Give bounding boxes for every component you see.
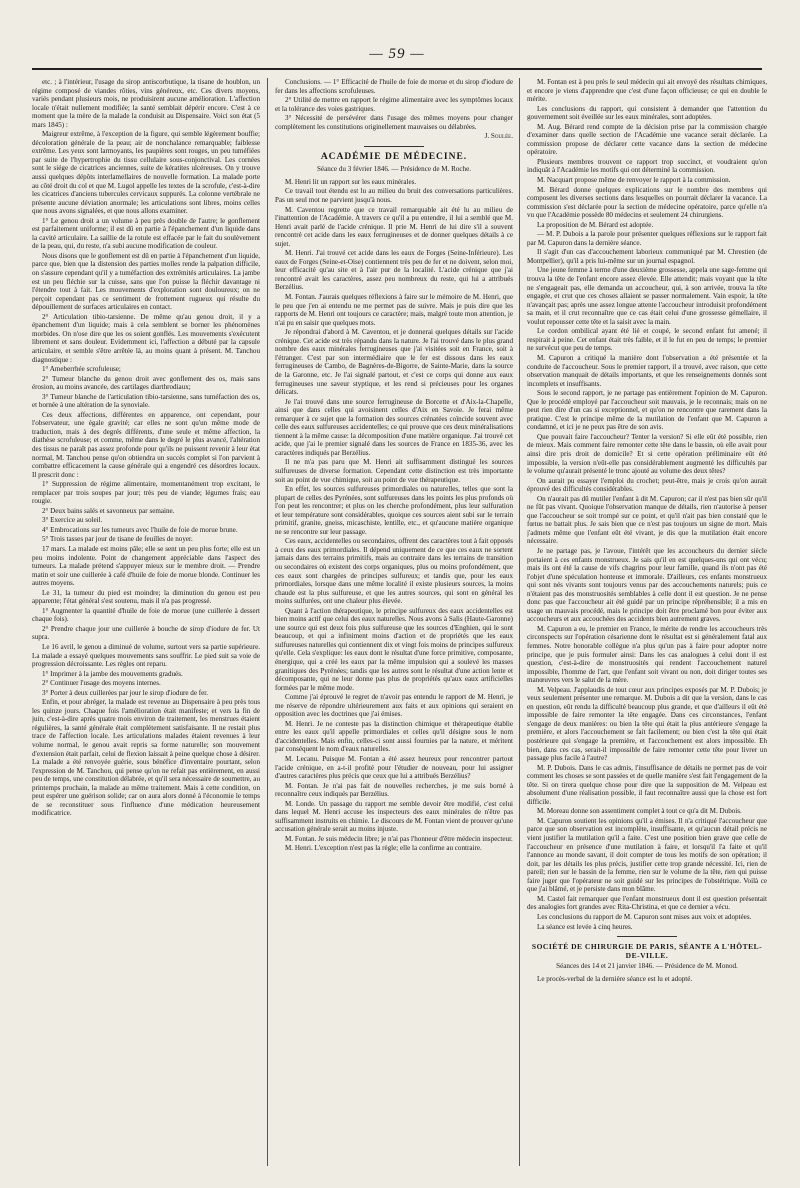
conclusions-block xyxy=(275,78,513,131)
paragraph: Il ne m'a pas paru que M. Henri ait suffisamment distingué les sources sulfureuses de diverse formation. Cependant cette distinction est très importante soit au point de vue chimique, soit au point de vue thérapeutique. xyxy=(275,458,513,484)
paragraph: M. Capuron a eu, le premier en France, le mérite de rendre les accoucheurs très circonspects sur l'opération césarienne dont le résultat est si généralement fatal aux femmes. Notre honorable collègue n'a plus qu'un pas à faire pour adopter notre principe, que je puis formuler ainsi: Dans les cas analogues à celui dont il est question, c'est-à-dire de monstruosités qui rendent l'accouchement naturel impossible, l'homme de l'art, que l'enfant soit vivant ou non, doit diriger toutes ses manœuvres vers le salut de la mère. xyxy=(527,624,767,685)
paragraph: 1° Imprimer à la jambe des mouvements gradués. xyxy=(42,669,183,678)
paragraph: M. Fontan. J'aurais quelques réflexions à faire sur le mémoire de M. Henri, que le peu que j'en ai entendu ne me permet pas de suivre. Mais je puis dire que les rapports de M. Henri ont toujours ce caractère; mais, malgré toute mon attention, je n'ai pu en saisir que quelques mots. xyxy=(275,293,513,327)
paragraph: M. Londe. Un passage du rapport me semble devoir être modifié, c'est celui dans lequel M. Henri accuse les inspecteurs des eaux minérales de n'être pas suffisamment instruits en chimie. Le discours de M. Fontan vient de prouver qu'une accusation générale serait au moins injuste. xyxy=(275,799,513,834)
paragraph: Le 31, la tumeur du pied est moindre; la diminution du genou est peu apparente; l'état général s'est soutenu, mais il n'a pas progressé. xyxy=(32,588,260,606)
paragraph: Je ne partage pas, je l'avoue, l'intérêt que les accoucheurs du dernier siècle portaient à ces enfants monstrueux. Je sais qu'il en est quelques-uns qui ont vécu; mais ils ont été la cause de vifs chagrins pour leur famille, quand ils n'ont pas été l'objet d'une spéculation honteuse et immorale. D'ailleurs, ces enfants monstrueux qui sont nés vivants sont toujours venus par des accouchements naturels; puis ce n'étaient pas des monstruosités semblables à celle dont il est question. Je ne pense donc pas que l'accoucheur ait été guidé par un principe répréhensible; il a mis en usage un mauvais procédé, mais le principe doit être proclamé bon pour éviter aux accoucheurs et aux accouchées des accidents bien autrement graves. xyxy=(527,546,767,624)
paragraph: Je répondrai d'abord à M. Caventou, et je donnerai quelques détails sur l'acide crénique. Cet acide est très répandu dans la nature. Je l'ai trouvé dans le plus grand nombre des eaux minérales ferrugineuses que j'ai visitées soit en France, soit à l'étranger. C'est par son intermédiaire que le fer est dissous dans les eaux ferrugineuses de Cambo, de Bagnères-de-Bigorre, de Sainte-Marie, dans la source de la Garonne, etc. Je l'ai signalé partout, et c'est ce corps qui donne aux eaux ferrugineuses une saveur styptique, et les rend si précieuses pour les organes délicats. xyxy=(275,328,513,397)
paragraph: M. Velpeau. J'applaudis de tout cœur aux principes exposés par M. P. Dubois; je veux seulement présenter une remarque. M. Dubois a dit que la version, dans le cas en question, eût rendu la difficulté beaucoup plus grande, et que d'ailleurs il eût été impossible de faire remonter la tête engagée. Dans ces circonstances, l'enfant s'engage de deux manières: ou bien la tête qui était la plus antérieure s'engage la première, et alors l'accouchement se fait facilement; ou bien c'est la tête qui était postérieure qui s'engage la première, et l'accouchement est alors impossible. Eh bien, dans ces cas, serait-il impossible de faire remonter cette tête pour livrer un passage plus facile à l'autre? xyxy=(527,685,767,763)
paragraph: Quant à l'action thérapeutique, le principe sulfureux des eaux accidentelles est bien moins actif que celui des eaux naturelles. Nous avons à Salis (Haute-Garonne) une source qui est deux fois plus sulfureuse que les sources d'Enghien, qui le sont beaucoup, et qui a infiniment moins d'action et de propriétés que les eaux sulfureuses naturelles qui contiennent dix et vingt fois moins de principes sulfureux qu'elle. Cela s'explique: les eaux dont le résultat d'une force primitive, composante, énergique, qui a créé les eaux par la même impulsion qui a soulevé les masses granitiques des Pyrénées; tandis que les autres sont le résultat d'une action lente et décomposante, qui ne leur donne pas plus de propriétés qu'aux eaux artificielles formées par le même mode. xyxy=(275,606,513,692)
paragraph: 1° Suppression de régime alimentaire, momentanément trop excitant, le remplacer par trois soupes par jour; très peu de viande; légumes frais; eau rougie. xyxy=(32,480,260,506)
paragraph: La proposition de M. Bérard est adoptée. xyxy=(537,220,654,229)
paragraph: M. Bérard donne quelques explications sur le nombre des membres qui composent les diverses sections dans lesquelles on pourrait déclarer la vacance. La commission s'est déclarée pour la section de médecine opératoire, parce qu'elle n'a vu que l'Académie possède 80 médecins et seulement 24 chirurgiens. xyxy=(527,185,767,220)
column-divider xyxy=(267,78,268,1166)
paragraph: Il s'agit d'un cas d'accouchement laborieux communiqué par M. Chrestien (de Montpellier), qu'il a pris lui-même sur un journal espagnol. xyxy=(527,248,767,265)
paragraph: 2° Tumeur blanche du genou droit avec gonflement des os, mais sans érosion, au moins avancée, des cartilages diarthrodiaux; xyxy=(32,374,260,392)
paragraph: Comme j'ai éprouvé le regret de n'avoir pas entendu le rapport de M. Henri, je me réserve de répondre ultérieurement aux faits et aux opinions qui seraient en opposition avec les doctrines que j'ai émises. xyxy=(275,693,513,719)
paragraph: M. Capuron a critiqué la manière dont l'observation a été présentée et la conduite de l'accoucheur. Sous le premier rapport, il a trouvé, avec raison, que cette observation manquait de détails importants, et que les renseignements donnés sont incomplets et insuffisants. xyxy=(527,353,767,388)
paragraph: Je l'ai trouvé dans une source ferrugineuse de Borcette et d'Aix-la-Chapelle, ainsi que dans celles qui avoisinent celles d'Aix en Savoie. Je ferai même remarquer à ce sujet que la formation des sources crénatées coïncide souvent avec celle des eaux sulfureuses accidentelles; ce qui prouve que ces deux minéralisations tiennent à la même cause: la décomposition d'une matière organique. J'ai trouvé cet acide, que j'ai le premier signalé dans les sources de France en 1835-36, avec les caractères indiqués par Berzélius. xyxy=(275,397,513,457)
academy-proceedings-continued xyxy=(527,78,767,931)
paragraph: Nous disons que le gonflement est dû en partie à l'épanchement d'un liquide, parce que, bien que la distension des parties molles rende la palpation difficile, on s'assure cependant qu'il y a tuméfaction des extrémités articulaires. La jambe est un peu fléchie sur la cuisse, sans que l'on puisse la fléchir davantage ni l'étendre tout à fait. Les mouvements d'exploration sont douloureux; on ne perçoit cependant pas ce sentiment de frottement rugueux qui résulte du dépouillement de surfaces articulaires en contact. xyxy=(32,251,260,312)
paragraph: Plusieurs membres trouvent ce rapport trop succinct, et voudraient qu'on indiquât à l'Académie les motifs qui ont déterminé la commission. xyxy=(527,157,767,175)
paragraph: 3° Porter à deux cuillerées par jour le sirop d'iodure de fer. xyxy=(42,688,209,697)
paragraph: Maigreur extrême, à l'exception de la figure, qui semble légèrement bouffie; décoloration générale de la peau; air de nonchalance remarquable; faiblesse extrême. Les yeux sont larmoyants, les paupières sont rouges, un peu tuméfiées par suite de l'hypertrophie du tissu cellulaire sous-conjonctival. Les cornées sont le siége de cicatrices anciennes, suite de kératites ulcéreuses. On y trouve aussi quelques dépôts interlamellaires de nouvelle formation. La malade porte au côté droit du col et que M. Lugol appelle les textes de la scrofule, c'est-à-dire les cicatrices d'anciens tubercules cervicaux suppurés. La colonne vertébrale ne présente aucune déviation anormale; les articulations sont libres, moins celles que nous avons signalées, et que nous allons examiner. xyxy=(32,130,260,216)
paragraph: M. P. Dubois. Dans le cas admis, l'insuffisance de détails ne permet pas de voir comment les choses se sont passées et de quelle manière s'est fait l'engagement de la tête. Si on tirera quelque chose pour dire que la supposition de M. Velpeau est absolument d'une réalisation possible, il faut reconnaître aussi que la chose est fort difficile. xyxy=(527,763,767,806)
paragraph: On aurait pu essayer l'emploi du crochet; peut-être, mais je crois qu'on aurait éprouvé des difficultés considérables. xyxy=(527,476,767,494)
paragraph: Le cordon ombilical ayant été lié et coupé, le second enfant fut amené; il respirait à peine. Cet enfant était très faible, et il le fut en peu de temps; le premier ne survécut que peu de temps. xyxy=(527,327,767,353)
paragraph: M. Fontan. Je n'ai pas fait de nouvelles recherches, je me suis borné à reconnaître ceux indiqués par Berzélius. xyxy=(275,781,513,799)
paragraph: M. Henri lit un rapport sur les eaux minérales. xyxy=(285,177,417,186)
paragraph: Ce travail tout étendu est lu au milieu du bruit des conversations particulières. Pas un seul mot ne parvient jusqu'à nous. xyxy=(275,187,513,205)
paragraph: 2° Deux bains salés et savonneux par semaine. xyxy=(42,506,175,515)
paragraph: Ces deux affections, différentes en apparence, ont cependant, pour l'observateur, une égale gravité; car elles ne sont qu'un même mode de traduction, mais à des degrés différents, d'une seule et même affection, la diathèse scrofuleuse; et comme, même dans le degré le plus avancé, l'altération des tissus ne paraît pas assez profonde pour qu'ils ne puissent revenir à leur état normal, M. Tanchou pense qu'on obtiendra un succès complet si l'on parvient à combattre efficacement la cause générale qui a engendré ces désordres locaux. Il prescrit donc : xyxy=(32,410,260,479)
paragraph: 1° Le genou droit a un volume à peu près double de l'autre; le gonflement est parfaitement uniforme; il est dû en partie à l'épanchement d'un liquide dans la cavité articulaire. La saillie de la rotule est effacée par le fait du soulèvement de la peau, qui, du reste, n'a subi aucune modification de couleur. xyxy=(32,216,260,251)
paragraph: M. Castel fait remarquer que l'enfant monstrueux dont il est question présentait des analogies fort grandes avec Rita-Christina, et que ce dernier a vécu. xyxy=(527,894,767,912)
paragraph: Ces eaux, accidentelles ou secondaires, offrent des caractères tout à fait opposés à ceux des eaux primordiales. Il dépend uniquement de ce que ces eaux ne sortent jamais dans des terrains primitifs, mais au contraire dans les terrains de transition ou secondaires où existent des corps organiques, plus ou moins profondément, que ces eaux sont chargées de principes sulfureux; et tandis que, pour les eaux primordiales, lorsque dans une même localité il existe plusieurs sources, la moins chaude est la plus sulfureuse, et que les autres sources, qui sont en général les moins sulfurées, ont une chaleur plus élevée. xyxy=(275,537,513,606)
paragraph: M. Caventou regrette que ce travail remarquable ait été lu au milieu de l'inattention de l'Académie. A travers ce qu'il a pu entendre, il lui a semblé que M. Henri avait parlé de l'acide crénique. Il prie M. Henri de lui dire s'il a souvent rencontré cet acide dans les eaux ferrugineuses et de donner quelques détails à ce sujet. xyxy=(275,205,513,248)
paragraph: 1° Ameberrhée scrofuleuse; xyxy=(42,365,121,374)
page-header xyxy=(32,46,762,70)
paragraph: En effet, les sources sulfureuses primordiales ou naturelles, telles que sont la plupart de celles des Pyrénées, sont sulfureuses dans les points les plus profonds où l'on peut les rencontrer; et plus on les cherche profondément, plus leur sulfuration et leur température sont considérables, quoique ces sources aient subi sur le terrain primitif, granite, gneiss, micaschiste, lentille, etc., et qu'aucune matière organique ne se rencontre sur leur passage. xyxy=(275,485,513,536)
societe-text: Le procès-verbal de la dernière séance est lu et adopté. xyxy=(537,974,693,983)
paragraph: 3° Exercice au soleil. xyxy=(42,516,103,525)
paragraph: 2° Articulation tibio-tarsienne. De même qu'au genou droit, il y a épanchement d'un liquide; mais à cela semblent se borner les phénomènes morbides. On n'ose dire que les os soient gonflés. Les mouvements s'exécutent librement et sans douleur. Evidemment ici, l'affection a débuté par la capsule articulaire, et semble s'être arrêtée là, au moins quant à présent. M. Tanchou diagnostique : xyxy=(32,312,260,364)
separator xyxy=(617,936,677,937)
paragraph: etc. ; à l'intérieur, l'usage du sirop antiscorbutique, la tisane de houblon, un régime composé de viandes rôties, vins généreux, etc. Ces divers moyens, variés pendant plusieurs mois, ne produisirent aucune amélioration. L'affection locale n'était nullement modifiée; la santé semblait dépérir encore. C'est à ce moment que la mère de la malade la conduisit au Dispensaire. Voici son état (5 mars 1845) : xyxy=(32,78,260,129)
column-middle xyxy=(275,78,513,1168)
paragraph: 4° Embrocations sur les tumeurs avec l'huile de foie de morue brune. xyxy=(42,525,238,534)
academy-session: Séance du 3 février 1846. — Présidence de M. Roche. xyxy=(316,165,472,174)
paragraph: Les conclusions du rapport de M. Capuron sont mises aux voix et adoptées. xyxy=(537,912,752,921)
column-right xyxy=(527,78,767,1168)
paragraph: Conclusions. — 1° Efficacité de l'huile de foie de morue et du sirop d'iodure de fer dans les affections scrofuleuses. xyxy=(275,78,513,95)
page-number: — 59 — xyxy=(369,46,425,62)
paragraph: M. Lecanu. Puisque M. Fontan a été assez heureux pour rencontrer partout l'acide crénique, en a-t-il profité pour l'étudier de nouveau, pour lui assigner d'autres caractères plus précis que ceux que lui a attribués Berzélius? xyxy=(275,755,513,781)
paragraph: — M. P. Dubois a la parole pour présenter quelques réflexions sur le rapport fait par M. Capuron dans la dernière séance. xyxy=(527,230,767,247)
paragraph: 17 mars. La malade est moins pâle; elle se sent un peu plus forte; elle est un peu moins indolente. Point de changement appréciable dans l'aspect des tumeurs. La malade prétend s'appuyer mieux sur le membre droit. — Prendre matin et soir une cuillerée à café d'huile de foie de morue blonde. Continuer les autres moyens. xyxy=(32,544,260,588)
paragraph: M. Henri. Je ne conteste pas la distinction chimique et thérapeutique établie entre les eaux qu'il appelle primordiales et celles qu'il désigne sous le nom d'accidentelles. Mais enfin, celles-ci sont aussi fournies par la nature, et méritent par conséquent le nom d'eaux naturelles. xyxy=(275,719,513,754)
paragraph: M. Henri. J'ai trouvé cet acide dans les eaux de Forges (Seine-Inférieure). Les eaux de Forges (Seine-et-Oise) contiennent très peu de fer et ne doivent, selon moi, leur efficacité qu'au site et à l'air pur de la localité. L'acide crénique que j'ai rencontré avait les caractères, assez peu nombreux du reste, qui lui a attribués Berzélius. xyxy=(275,249,513,292)
paragraph: Que pouvait faire l'accoucheur? Tenter la version? Si elle eût été possible, rien de mieux. Mais comment faire remonter cette tête dans le bassin, où elle avait pour ainsi dire pris droit de domicile? Et si cette opération préliminaire eût été impossible, la version n'eût-elle pas considérablement augmenté les difficultés par le volume qu'aurait présenté le tronc ajouté au volume des deux têtes? xyxy=(527,432,767,476)
paragraph: M. Fontan. Je suis médecin libre; je n'ai pas l'honneur d'être médecin inspecteur. xyxy=(285,834,513,843)
paragraph: Une jeune femme à terme d'une deuxième grossesse, appela une sage-femme qui trouva la tête de l'enfant encore assez élevée. Elle attendit; mais voyant que la tête ne s'engageait pas, elle demanda un accoucheur, qui, à son arrivée, trouva la tête engagée, et crut que ces choses allaient se passer normalement. Vain espoir, la tête n'avançait pas; après une assez longue attente l'accoucheur introduisit profondément sa main, et il crut reconnaître que ce cas était celui d'une grossesse gémellaire, il voulut repousser cette tête et la saisit avec la main. xyxy=(527,266,767,326)
academy-heading: ACADÉMIE DE MÉDECINE. xyxy=(320,151,468,162)
column-divider xyxy=(519,78,520,1166)
paragraph: Enfin, et pour abréger, la malade est revenue au Dispensaire à peu près tous les quinze jours. Chaque fois l'amélioration était manifeste; et vers la fin de juin, c'est-à-dire après quatre mois environ de traitement, les menstrues étaient régulières, la santé générale était complètement satisfaisante. Il ne restait plus trace de l'affection locale. Les articulations malades étaient revenues à leur volume normal, le genou avait repris sa forme naturelle; son mouvement d'extension était parfait, celui de flexion laissait à peine quelque chose à désirer. La malade a été renvoyée guérie, sous bénéfice d'inventaire pourtant, selon l'expression de M. Tanchou, qui pense qu'on ne refait pas entièrement, en aussi peu de temps, une constitution délabrée, et qu'il sera nécessaire de soumettre, au printemps prochain, la malade au même traitement. Mais à cette condition, on peut espérer une guérison solide; car on aura alors donné à l'économie le temps de se reconstituer sous l'influence d'une médication heureusement modificatrice. xyxy=(32,698,260,818)
paragraph: 3° Nécessité de persévérer dans l'usage des mêmes moyens pour changer complètement les constitutions originellement mauvaises ou délabrées. xyxy=(275,114,513,131)
academy-proceedings xyxy=(275,178,513,853)
paragraph: 5° Trois tasses par jour de tisane de feuilles de noyer. xyxy=(42,535,193,544)
societe-heading: SOCIÉTÉ DE CHIRURGIE DE PARIS, SÉANTE A L'HÔTEL-DE-VILLE. xyxy=(531,942,763,960)
paragraph: Le 16 avril, le genou a diminué de volume, surtout vers sa partie supérieure. La malade a essayé quelques mouvements sans souffrir. Le pied suit sa voie de progression décroissante. Les règles ont reparu. xyxy=(32,643,260,669)
column-left xyxy=(32,78,260,1168)
societe-session: Séances des 14 et 21 janvier 1846. — Présidence de M. Monod. xyxy=(556,962,738,971)
paragraph: Sous le second rapport, je ne partage pas entièrement l'opinion de M. Capuron. Que le procédé employé par l'accoucheur soit mauvais, je le reconnais; mais on ne peut rien dire d'un cas si exceptionnel, et qu'on ne rencontre que rarement dans la pratique. C'est le principe même de la mutilation de l'enfant que M. Capuron a condamné, et ici je ne peux pas être de son avis. xyxy=(527,389,767,432)
separator xyxy=(364,146,424,147)
paragraph: M. Aug. Bérard rend compte de la décision prise par la commission chargée d'examiner dans quelle section de l'Académie une vacance serait déclarée. La commission propose de déclarer cette vacance dans la section de médecine opératoire. xyxy=(527,122,767,157)
paragraph: 2° Utilité de mettre en rapport le régime alimentaire avec les symptômes locaux et la tolérance des voies gastriques. xyxy=(275,96,513,113)
author-signature: J. Soulée. xyxy=(484,132,513,141)
paragraph: Les conclusions du rapport, qui consistent à demander que l'attention du gouvernement soit éveillée sur les eaux minérales, sont adoptées. xyxy=(527,104,767,122)
paragraph: 2° Continuer l'usage des moyens internes. xyxy=(42,679,161,688)
paragraph: M. Fontan est à peu près le seul médecin qui ait envoyé des résultats chimiques, et encore je viens d'apprendre que c'est d'une façon officieuse; ce qui en double le mérite. xyxy=(527,78,767,104)
paragraph: 1° Augmenter la quantité d'huile de foie de morue (une cuillerée à dessert chaque fois). xyxy=(32,606,260,624)
paragraph: M. Henri. L'exception n'est pas la règle; elle la confirme au contraire. xyxy=(285,844,482,853)
paragraph: 2° Prendre chaque jour une cuillerée à bouche de sirop d'iodure de fer. Ut supra. xyxy=(32,624,260,642)
paragraph: On n'aurait pas dû mutiler l'enfant à dit M. Capuron; car il n'est pas bien sûr qu'il ne fût pas vivant. Quoique l'observation manque de détails, rien n'autorise à penser que l'accoucheur se soit trompé sur ce point, et qu'il n'ait pas bien constaté que le fœtus ne battait plus. Je sais bien que ce n'est pas toujours un signe de mort. Mais j'admets même que l'enfant eût été vivant, je dis que la mutilation était encore nécessaire. xyxy=(527,494,767,546)
paragraph: M. Capuron soutient les opinions qu'il a émises. Il n'a critiqué l'accoucheur que parce que son observation est incomplète, insuffisante, et qu'aucun détail précis ne vient justifier la mutilation qu'il a faite. C'est une position bien grave que celle de l'accoucheur en présence d'une mutilation à faire, et lorsqu'il l'a faite et qu'il l'annonce au monde savant, il doit compter de tous les motifs de son opération; il doit, par les détails les plus précis, justifier cette trop grande nécessité. Ici, rien de pareil; rien sur le bassin de la femme, rien sur le volume de la tête, rien qui puisse faire juger que l'opérateur ne soit guidé sur les principes de l'obstétrique. Voilà ce que j'ai blâmé, et je persiste dans mon blâme. xyxy=(527,816,767,894)
paragraph: M. Moreau donne son assentiment complet à tout ce qu'a dit M. Dubois. xyxy=(537,807,742,816)
paragraph: M. Nacquart propose même de renvoyer le rapport à la commission. xyxy=(537,176,731,185)
paragraph: La séance est levée à cinq heures. xyxy=(537,922,633,931)
paragraph: 3° Tumeur blanche de l'articulation tibio-tarsienne, sans tuméfaction des os, et bornée à une altération de la synoviale. xyxy=(32,392,260,410)
